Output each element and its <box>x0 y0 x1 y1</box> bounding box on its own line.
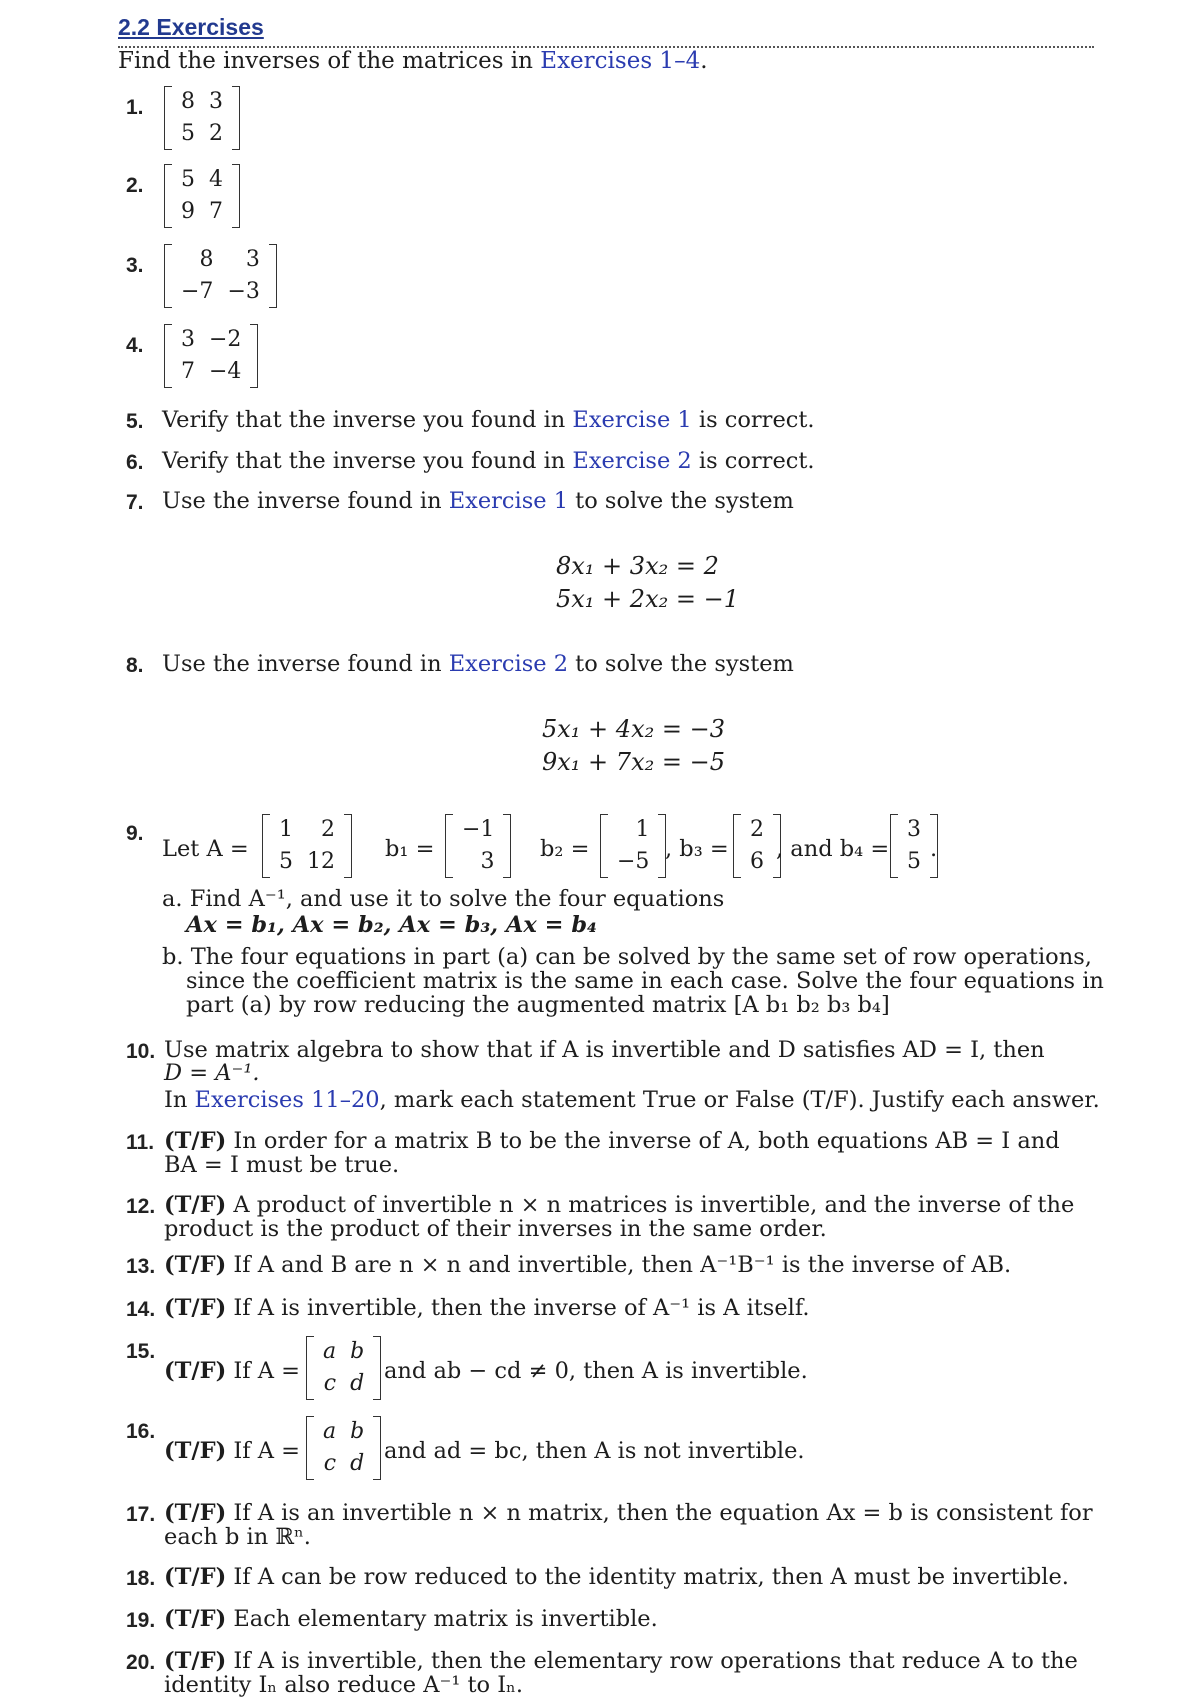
exercise-19-number: 19. <box>126 1609 156 1632</box>
exercise-8-equation-2: 9x₁ + 7x₂ = −5 <box>542 748 725 776</box>
matrix-cell: −4 <box>209 359 242 384</box>
text-segment: A product of invertible n × n matrices is invertible, and the inverse of the <box>226 1192 1075 1218</box>
exercise-16-suffix: and ad = bc, then A is not invertible. <box>384 1438 805 1464</box>
exercise-15-prefix <box>164 1358 300 1384</box>
matrix-cell: 8 <box>199 247 214 272</box>
exercise-2-matrix <box>164 164 240 228</box>
vector-b1 <box>445 814 511 878</box>
text-segment: In <box>164 1087 195 1113</box>
part-b-line-2: since the coefficient matrix is the same in each case. Solve the four equations in <box>186 968 1104 994</box>
exercise-5-number: 5. <box>126 410 144 433</box>
section-header <box>118 14 1094 48</box>
exercises-1-4-link[interactable]: Exercises 1–4 <box>540 48 701 74</box>
b2-label: b₂ = <box>540 836 590 862</box>
matrix-cell: 3 <box>181 327 195 352</box>
exercise-14-line-1 <box>164 1295 810 1321</box>
matrix-cell: 9 <box>181 199 195 224</box>
matrix-cell: −7 <box>181 279 214 304</box>
exercise-7-equation-2: 5x₁ + 2x₂ = −1 <box>556 585 739 613</box>
b3-label: , b₃ = <box>665 836 729 862</box>
matrix-cell: −5 <box>617 849 650 874</box>
b4-label: , and b₄ = <box>776 836 890 862</box>
exercise-16-number: 16. <box>126 1420 156 1443</box>
matrix-cell: 3 <box>209 89 223 114</box>
exercise-4-matrix <box>164 324 258 388</box>
tf-tag: (T/F) <box>164 1358 227 1384</box>
text-segment: If A is invertible, then the inverse of A⁻¹ is A itself. <box>226 1295 810 1321</box>
matrix-cell: d <box>350 1451 365 1476</box>
exercise-12-line-2: product is the product of their inverses in the same order. <box>164 1216 827 1242</box>
exercise-11-number: 11. <box>126 1131 155 1154</box>
exercise-4-number: 4. <box>126 334 144 357</box>
exercise-15-suffix: and ab − cd ≠ 0, then A is invertible. <box>384 1358 808 1384</box>
tf-tag: (T/F) <box>164 1438 227 1464</box>
text-segment: In order for a matrix B to be the inverse of A, both equations AB = I and <box>226 1128 1060 1154</box>
matrix-cell: 5 <box>907 849 921 874</box>
part-b-line-3: part (a) by row reducing the augmented matrix [A b₁ b₂ b₃ b₄] <box>186 992 890 1018</box>
matrix-cell: −1 <box>462 817 495 842</box>
text-segment: to solve the system <box>568 488 794 514</box>
exercise-18-number: 18. <box>126 1567 156 1590</box>
exercise-17-number: 17. <box>126 1503 156 1526</box>
matrix-cell: a <box>323 1419 337 1444</box>
matrix-cell: b <box>350 1419 365 1444</box>
text-segment: Use the inverse found in <box>162 488 449 514</box>
exercise-14-number: 14. <box>126 1298 156 1321</box>
matrix-cell: c <box>323 1371 337 1396</box>
exercise-15-number: 15. <box>126 1340 156 1363</box>
exercise-8-equation-1: 5x₁ + 4x₂ = −3 <box>542 715 725 743</box>
exercise-6-number: 6. <box>126 451 144 474</box>
matrix-cell: b <box>350 1339 365 1364</box>
matrix-cell: 1 <box>279 817 293 842</box>
matrix-cell: 7 <box>181 359 195 384</box>
exercise-19-line-1 <box>164 1606 658 1632</box>
matrix-a <box>262 814 352 878</box>
period: . <box>930 836 938 862</box>
part-a-line-1: a. Find A⁻¹, and use it to solve the four equations <box>162 886 725 912</box>
tf-tag: (T/F) <box>164 1295 227 1321</box>
matrix-cell: 5 <box>181 167 195 192</box>
exercise-20-number: 20. <box>126 1651 156 1674</box>
vector-b3 <box>733 814 781 878</box>
matrix-cell: 5 <box>279 849 293 874</box>
matrix-cell: 1 <box>635 817 650 842</box>
intro-text <box>118 48 708 74</box>
text-segment: If A = <box>226 1438 301 1464</box>
exercise-5-text <box>162 407 815 433</box>
exercise-1-link[interactable]: Exercise 1 <box>448 488 569 514</box>
matrix-cell: 5 <box>181 121 195 146</box>
matrix-cell: 3 <box>245 247 260 272</box>
exercise-10-line-1: Use matrix algebra to show that if A is invertible and D satisfies AD = I, then <box>164 1037 1045 1063</box>
intro-suffix: . <box>700 48 708 74</box>
tf-tag: (T/F) <box>164 1500 227 1526</box>
exercise-13-line-1 <box>164 1252 1011 1278</box>
section-title[interactable]: 2.2 Exercises <box>118 14 264 40</box>
exercise-20-line-2: identity Iₙ also reduce A⁻¹ to Iₙ. <box>164 1672 524 1698</box>
text-segment: If A is invertible, then the elementary row operations that reduce A to the <box>226 1648 1078 1674</box>
exercise-3-matrix <box>164 244 277 308</box>
tf-tag: (T/F) <box>164 1648 227 1674</box>
matrix-cell: 7 <box>209 199 223 224</box>
text-segment: Verify that the inverse you found in <box>162 448 573 474</box>
exercise-18-line-1 <box>164 1564 1069 1590</box>
tf-intro <box>164 1087 1100 1113</box>
text-segment: is correct. <box>691 448 815 474</box>
text-segment: to solve the system <box>568 651 794 677</box>
matrix-cell: 2 <box>750 817 764 842</box>
matrix-cell: −3 <box>227 279 260 304</box>
part-a-line-2: Ax = b₁, Ax = b₂, Ax = b₃, Ax = b₄ <box>186 912 597 938</box>
tf-tag: (T/F) <box>164 1192 227 1218</box>
part-b-line-1: b. The four equations in part (a) can be solved by the same set of row operations, <box>162 944 1092 970</box>
matrix-cell: 8 <box>181 89 195 114</box>
exercise-7-equation-1: 8x₁ + 3x₂ = 2 <box>556 552 719 580</box>
exercise-10-line-2: D = A⁻¹. <box>164 1060 260 1086</box>
matrix-cell: 2 <box>321 817 335 842</box>
text-segment: Each elementary matrix is invertible. <box>226 1606 658 1632</box>
exercise-20-line-1 <box>164 1648 1078 1674</box>
matrix-cell: 4 <box>209 167 223 192</box>
exercise-10-number: 10. <box>126 1040 156 1063</box>
b1-label: b₁ = <box>385 836 435 862</box>
tf-tag: (T/F) <box>164 1564 227 1590</box>
matrix-cell: d <box>350 1371 365 1396</box>
exercise-15-matrix <box>306 1336 381 1400</box>
matrix-cell: a <box>323 1339 337 1364</box>
exercises-11-20-link[interactable]: Exercises 11–20 <box>194 1087 380 1113</box>
text-segment: If A = <box>226 1358 301 1384</box>
exercise-12-number: 12. <box>126 1195 156 1218</box>
exercise-11-line-2: BA = I must be true. <box>164 1152 400 1178</box>
exercise-17-line-2: each b in ℝⁿ. <box>164 1524 311 1550</box>
matrix-cell: 6 <box>750 849 764 874</box>
exercise-2-link[interactable]: Exercise 2 <box>572 448 692 474</box>
matrix-cell: −2 <box>209 327 242 352</box>
exercise-16-matrix <box>306 1416 381 1480</box>
intro-prefix: Find the inverses of the matrices in <box>118 48 541 74</box>
exercise-11-line-1 <box>164 1128 1060 1154</box>
text-segment: Verify that the inverse you found in <box>162 407 573 433</box>
exercise-16-prefix <box>164 1438 300 1464</box>
tf-tag: (T/F) <box>164 1606 227 1632</box>
vector-b2 <box>600 814 666 878</box>
exercise-8-number: 8. <box>126 654 144 677</box>
exercise-1-matrix <box>164 86 240 150</box>
exercise-7-number: 7. <box>126 491 144 514</box>
text-segment: If A is an invertible n × n matrix, then the equation Ax = b is consistent for <box>226 1500 1093 1526</box>
matrix-cell: 3 <box>480 849 495 874</box>
let-a-label: Let A = <box>162 836 249 862</box>
exercise-7-text <box>162 488 794 514</box>
exercise-2-number: 2. <box>126 174 144 197</box>
exercise-9-number: 9. <box>126 822 144 845</box>
text-segment: is correct. <box>691 407 815 433</box>
text-segment: Use the inverse found in <box>162 651 449 677</box>
matrix-cell: c <box>323 1451 337 1476</box>
exercise-6-text <box>162 448 815 474</box>
exercise-3-number: 3. <box>126 254 144 277</box>
matrix-cell: 12 <box>307 849 335 874</box>
exercise-13-number: 13. <box>126 1255 156 1278</box>
exercise-1-link[interactable]: Exercise 1 <box>572 407 692 433</box>
exercise-2-link[interactable]: Exercise 2 <box>448 651 569 677</box>
tf-tag: (T/F) <box>164 1252 227 1278</box>
text-segment: If A and B are n × n and invertible, then A⁻¹B⁻¹ is the inverse of AB. <box>226 1252 1012 1278</box>
matrix-cell: 2 <box>209 121 223 146</box>
text-segment: , mark each statement True or False (T/F). Justify each answer. <box>379 1087 1100 1113</box>
tf-tag: (T/F) <box>164 1128 227 1154</box>
exercise-8-text <box>162 651 794 677</box>
text-segment: If A can be row reduced to the identity matrix, then A must be invertible. <box>226 1564 1069 1590</box>
exercise-17-line-1 <box>164 1500 1093 1526</box>
exercise-1-number: 1. <box>126 96 144 119</box>
exercise-12-line-1 <box>164 1192 1074 1218</box>
matrix-cell: 3 <box>907 817 921 842</box>
